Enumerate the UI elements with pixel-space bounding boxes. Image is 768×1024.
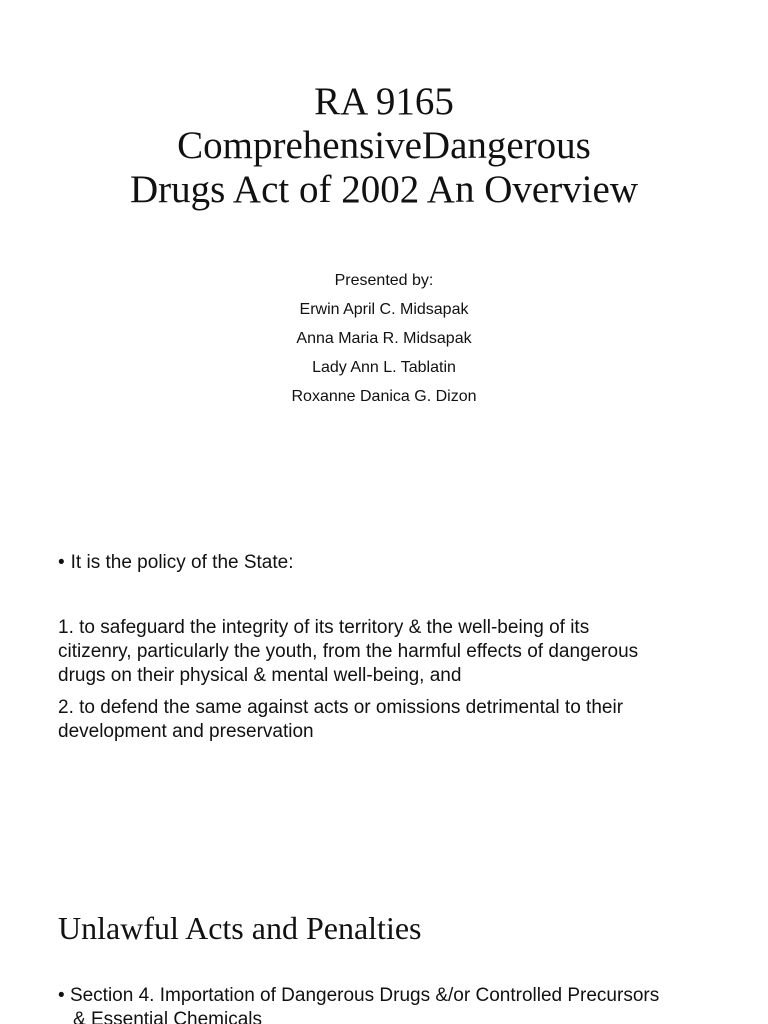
title-line: Drugs Act of 2002 An Overview <box>129 168 638 211</box>
presenters-block <box>0 266 768 411</box>
presenter-name: Roxanne Danica G. Dizon <box>291 388 477 405</box>
policy-slide <box>0 540 768 760</box>
section-line: & Essential Chemicals <box>73 1009 263 1024</box>
section-heading: Unlawful Acts and Penalties <box>58 910 422 946</box>
presenter-name: Erwin April C. Midsapak <box>299 301 469 318</box>
policy-line: development and preservation <box>58 721 314 742</box>
penalties-slide <box>0 900 768 1024</box>
presenter-name: Lady Ann L. Tablatin <box>312 359 456 376</box>
policy-bullet <box>58 552 294 574</box>
bullet-icon: • <box>58 985 65 1006</box>
policy-line: 2. to defend the same against acts or omissions detrimental to their <box>58 697 624 718</box>
policy-line: drugs on their physical & mental well-being, and <box>58 665 462 686</box>
policy-bullet-text: It is the policy of the State: <box>70 552 294 573</box>
presenter-name: Anna Maria R. Midsapak <box>296 330 472 347</box>
policy-item <box>58 616 738 688</box>
presented-by-label: Presented by: <box>334 272 434 289</box>
policy-line: citizenry, particularly the youth, from the harmful effects of dangerous <box>58 641 639 662</box>
section-line: Section 4. Importation of Dangerous Drugs &/or Controlled Precursors <box>69 985 660 1006</box>
slide-title <box>0 80 768 212</box>
title-line: RA 9165 <box>314 80 454 123</box>
policy-item <box>58 696 738 744</box>
title-slide <box>0 0 768 420</box>
bullet-icon: • <box>58 552 65 573</box>
policy-line: 1. to safeguard the integrity of its territory & the well-being of its <box>58 617 590 638</box>
section-bullet <box>58 984 659 1024</box>
title-line: ComprehensiveDangerous <box>177 124 591 167</box>
